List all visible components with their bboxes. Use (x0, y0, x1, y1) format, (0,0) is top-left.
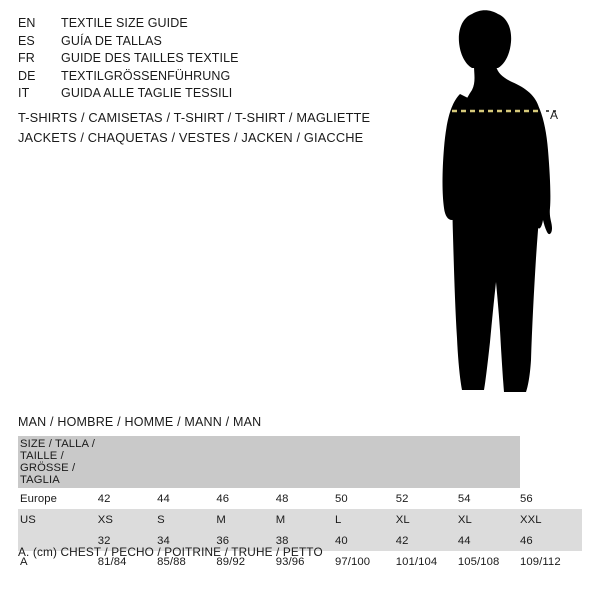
measure-label-a: A (550, 108, 559, 122)
table-cell: 56 (520, 488, 582, 509)
table-cell: XL (396, 509, 458, 530)
table-cell: XS (98, 509, 157, 530)
row-label: US (18, 509, 98, 530)
table-cell: M (276, 509, 335, 530)
footnote: A. (cm) CHEST / PECHO / POITRINE / TRUHE / PETTO (18, 545, 323, 559)
table-cell: 89/92 (216, 551, 275, 572)
table-header-cell (335, 436, 396, 488)
table-cell: 44 (458, 530, 520, 551)
table-header-cell (458, 436, 520, 488)
language-row (18, 51, 348, 69)
table-cell: 52 (396, 488, 458, 509)
table-header-cell (216, 436, 275, 488)
language-code: FR (18, 51, 35, 65)
table-header-cell (276, 436, 335, 488)
language-row (18, 86, 348, 104)
table-cell: 48 (276, 488, 335, 509)
language-row (18, 34, 348, 52)
table-cell: S (157, 509, 216, 530)
table-cell: 109/112 (520, 551, 582, 572)
language-text: GUÍA DE TALLAS (61, 33, 162, 48)
table-row (18, 488, 582, 509)
language-code: IT (18, 86, 30, 100)
language-code: ES (18, 33, 35, 48)
table-cell: L (335, 509, 396, 530)
table-cell: 46 (520, 530, 582, 551)
table-cell: M (216, 509, 275, 530)
table-cell: 101/104 (396, 551, 458, 572)
language-row (18, 16, 348, 34)
category-list (18, 110, 418, 150)
table-header-label: SIZE / TALLA / TAILLE / GRÖSSE / TAGLIA (18, 436, 98, 488)
table-cell: 44 (157, 488, 216, 509)
language-code: DE (18, 68, 36, 83)
table-header-row (18, 436, 582, 488)
table-row (18, 509, 582, 530)
language-row (18, 69, 348, 87)
male-silhouette-icon (400, 8, 600, 408)
table-cell: 42 (98, 488, 157, 509)
table-cell: 36 (216, 530, 275, 551)
table-cell: XXL (520, 509, 582, 530)
language-code: EN (18, 16, 36, 30)
language-text: TEXTILE SIZE GUIDE (61, 16, 188, 30)
table-header-cell (396, 436, 458, 488)
table-header-cell (98, 436, 157, 488)
language-text: TEXTILGRÖSSENFÜHRUNG (61, 68, 231, 83)
category-line-jackets: JACKETS / CHAQUETAS / VESTES / JACKEN / GIACCHE (18, 130, 364, 145)
row-label: A (18, 551, 98, 572)
body-figure (400, 8, 600, 408)
table-cell: 50 (335, 488, 396, 509)
table-cell: 38 (276, 530, 335, 551)
table-gender-title: MAN / HOMBRE / HOMME / MANN / MAN (18, 415, 262, 429)
language-text: GUIDA ALLE TAGLIE TESSILI (61, 86, 233, 100)
table-cell: 34 (157, 530, 216, 551)
table-cell: 93/96 (276, 551, 335, 572)
category-line-tshirts: T-SHIRTS / CAMISETAS / T-SHIRT / T-SHIRT / MAGLIETTE (18, 110, 371, 125)
table-header-cell (157, 436, 216, 488)
table-cell: XL (458, 509, 520, 530)
row-label: Europe (18, 488, 98, 509)
table-cell: 42 (396, 530, 458, 551)
language-list (18, 16, 348, 104)
table-cell: 46 (216, 488, 275, 509)
table-cell: 105/108 (458, 551, 520, 572)
language-text: GUIDE DES TAILLES TEXTILE (61, 51, 239, 65)
table-cell: 32 (98, 530, 157, 551)
table-cell: 97/100 (335, 551, 396, 572)
table-cell: 81/84 (98, 551, 157, 572)
table-cell: 85/88 (157, 551, 216, 572)
table-cell: 54 (458, 488, 520, 509)
table-cell: 40 (335, 530, 396, 551)
